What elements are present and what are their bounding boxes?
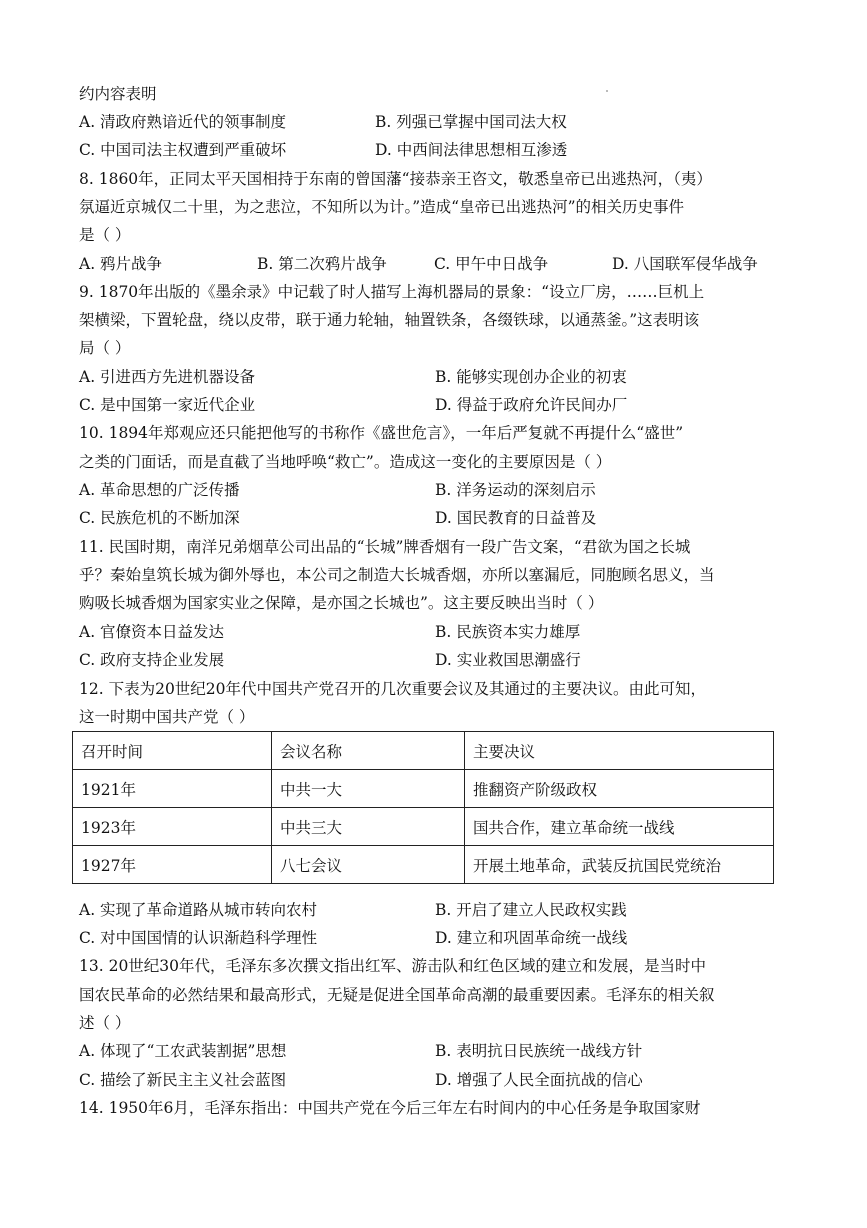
q9-options-row1 bbox=[79, 367, 799, 387]
table-cell: 推翻资产阶级政权 bbox=[465, 770, 774, 808]
q7-options-row1 bbox=[79, 112, 799, 132]
q13-options-row2 bbox=[79, 1070, 799, 1090]
table-header-cell: 会议名称 bbox=[272, 732, 465, 770]
table-header-cell: 召开时间 bbox=[73, 732, 272, 770]
q9-options-row2 bbox=[79, 395, 799, 415]
table-cell: 国共合作，建立革命统一战线 bbox=[465, 808, 774, 846]
q10-stem-line1: 10. 1894年郑观应还只能把他写的书称作《盛世危言》，一年后严复就不再提什么“盛世” bbox=[79, 424, 684, 442]
table-cell: 1921年 bbox=[73, 770, 272, 808]
q9-option-b[interactable]: B. 能够实现创办企业的初衷 bbox=[435, 368, 627, 386]
q8-stem-line1: 8. 1860年，正同太平天国相持于东南的曾国藩“接恭亲王咨文，敬悉皇帝已出逃热河，（夷） bbox=[79, 170, 712, 188]
q9-option-d[interactable]: D. 得益于政府允许民间办厂 bbox=[435, 396, 628, 414]
q11-option-b[interactable]: B. 民族资本实力雄厚 bbox=[435, 623, 581, 641]
table-cell: 开展土地革命，武装反抗国民党统治 bbox=[465, 846, 774, 884]
q8-stem-line3: 是（ ） bbox=[79, 226, 131, 244]
q12-options-row2 bbox=[79, 928, 799, 948]
scan-speck bbox=[606, 90, 608, 92]
q8-options bbox=[79, 254, 799, 274]
q7-options-row2 bbox=[79, 140, 799, 160]
q13-options-row1 bbox=[79, 1041, 799, 1061]
q7-option-b[interactable]: B. 列强已掌握中国司法大权 bbox=[375, 113, 567, 131]
q12-options-row1 bbox=[79, 900, 799, 920]
q13-option-b[interactable]: B. 表明抗日民族统一战线方针 bbox=[435, 1042, 643, 1060]
q9-option-a[interactable]: A. 引进西方先进机器设备 bbox=[79, 368, 256, 386]
q13-stem-line1: 13. 20世纪30年代，毛泽东多次撰文指出红军、游击队和红色区域的建立和发展，是当时中 bbox=[79, 957, 707, 975]
q7-stem-tail: 约内容表明 bbox=[79, 85, 157, 103]
q12-stem-line1: 12. 下表为20世纪20年代中国共产党召开的几次重要会议及其通过的主要决议。由此可知， bbox=[79, 680, 707, 698]
q9-stem-line1: 9. 1870年出版的《墨余录》中记载了时人描写上海机器局的景象：“设立厂房，……巨机上 bbox=[79, 283, 705, 301]
q11-option-c[interactable]: C. 政府支持企业发展 bbox=[79, 651, 225, 669]
q12-option-b[interactable]: B. 开启了建立人民政权实践 bbox=[435, 901, 627, 919]
table-cell: 1927年 bbox=[73, 846, 272, 884]
q8-option-a[interactable]: A. 鸦片战争 bbox=[79, 255, 163, 273]
q11-stem-line2: 乎？秦始皇筑长城为御外辱也，本公司之制造大长城香烟，亦所以塞漏卮，同胞顾名思义，当 bbox=[79, 566, 715, 584]
q11-options-row1 bbox=[79, 622, 799, 642]
q10-option-c[interactable]: C. 民族危机的不断加深 bbox=[79, 509, 240, 527]
table-cell: 1923年 bbox=[73, 808, 272, 846]
q8-option-c[interactable]: C. 甲午中日战争 bbox=[434, 255, 549, 273]
q10-options-row2 bbox=[79, 508, 799, 528]
q7-option-a[interactable]: A. 清政府熟谙近代的领事制度 bbox=[79, 113, 287, 131]
q12-meeting-table bbox=[72, 731, 774, 884]
q8-option-d[interactable]: D. 八国联军侵华战争 bbox=[612, 255, 758, 273]
q13-option-d[interactable]: D. 增强了人民全面抗战的信心 bbox=[435, 1071, 643, 1089]
table-cell: 八七会议 bbox=[272, 846, 465, 884]
q8-stem-line2: 氛逼近京城仅二十里，为之悲泣，不知所以为计。”造成“皇帝已出逃热河”的相关历史事件 bbox=[79, 198, 685, 216]
q11-option-a[interactable]: A. 官僚资本日益发达 bbox=[79, 623, 225, 641]
q12-stem-line2: 这一时期中国共产党（ ） bbox=[79, 708, 255, 726]
q13-option-a[interactable]: A. 体现了“工农武装割据”思想 bbox=[79, 1042, 287, 1060]
q11-stem-line3: 购吸长城香烟为国家实业之保障，是亦国之长城也”。这主要反映出当时（ ） bbox=[79, 594, 604, 612]
q8-option-b[interactable]: B. 第二次鸦片战争 bbox=[257, 255, 387, 273]
table-header-row bbox=[73, 732, 774, 770]
q12-option-d[interactable]: D. 建立和巩固革命统一战线 bbox=[435, 929, 628, 947]
q11-option-d[interactable]: D. 实业救国思潮盛行 bbox=[435, 651, 581, 669]
q12-option-a[interactable]: A. 实现了革命道路从城市转向农村 bbox=[79, 901, 318, 919]
q13-option-c[interactable]: C. 描绘了新民主主义社会蓝图 bbox=[79, 1071, 287, 1089]
q10-options-row1 bbox=[79, 480, 799, 500]
table-cell: 中共三大 bbox=[272, 808, 465, 846]
table-cell: 中共一大 bbox=[272, 770, 465, 808]
q12-option-c[interactable]: C. 对中国国情的认识渐趋科学理性 bbox=[79, 929, 318, 947]
q9-stem-line3: 局（ ） bbox=[79, 339, 131, 357]
q13-stem-line2: 国农民革命的必然结果和最高形式，无疑是促进全国革命高潮的最重要因素。毛泽东的相关叙 bbox=[79, 986, 715, 1004]
q13-stem-line3: 述（ ） bbox=[79, 1014, 131, 1032]
q10-option-b[interactable]: B. 洋务运动的深刻启示 bbox=[435, 481, 596, 499]
q9-stem-line2: 架横梁，下置轮盘，绕以皮带，联于通力轮轴，轴置铁条，各缀铁球，以通蒸釜。”这表明该 bbox=[79, 311, 700, 329]
table-row bbox=[73, 846, 774, 884]
q9-option-c[interactable]: C. 是中国第一家近代企业 bbox=[79, 396, 256, 414]
q10-stem-line2: 之类的门面话，而是直截了当地呼唤“救亡”。造成这一变化的主要原因是（ ） bbox=[79, 453, 612, 471]
table-row bbox=[73, 770, 774, 808]
q10-option-d[interactable]: D. 国民教育的日益普及 bbox=[435, 509, 597, 527]
q14-stem-line1: 14. 1950年6月，毛泽东指出：中国共产党在今后三年左右时间内的中心任务是争取国家财 bbox=[79, 1099, 701, 1117]
q10-option-a[interactable]: A. 革命思想的广泛传播 bbox=[79, 481, 240, 499]
table-header-cell: 主要决议 bbox=[465, 732, 774, 770]
q7-option-d[interactable]: D. 中西间法律思想相互渗透 bbox=[375, 141, 568, 159]
q7-option-c[interactable]: C. 中国司法主权遭到严重破坏 bbox=[79, 141, 287, 159]
table-row bbox=[73, 808, 774, 846]
q11-options-row2 bbox=[79, 650, 799, 670]
q11-stem-line1: 11. 民国时期，南洋兄弟烟草公司出品的“长城”牌香烟有一段广告文案，“君欲为国之长城 bbox=[79, 538, 691, 556]
